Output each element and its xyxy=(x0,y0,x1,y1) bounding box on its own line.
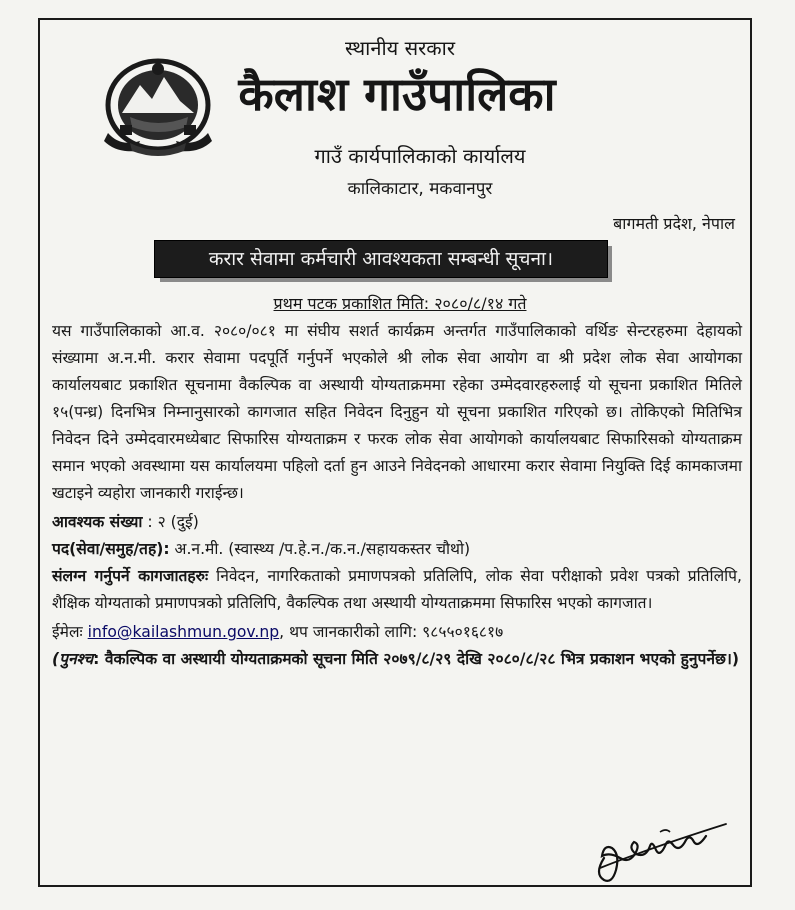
required-count-value: : २ (दुई) xyxy=(147,513,199,531)
notice-banner: करार सेवामा कर्मचारी आवश्यकता सम्बन्धी सूचना। xyxy=(154,240,608,278)
publication-date: प्रथम पटक प्रकाशित मिति: २०८०/८/१४ गते xyxy=(273,294,527,313)
nepal-emblem-icon xyxy=(100,55,216,159)
required-count-label: आवश्यक संख्या xyxy=(52,513,143,531)
province-label: बागमती प्रदेश, नेपाल xyxy=(613,214,735,233)
post-value: अ.न.मी. (स्वास्थ्य /प.हे.न./क.न./सहायकस्तर चौथो) xyxy=(169,540,471,558)
documents-label: संलग्न गर्नुपर्ने कागजातहरुः xyxy=(52,567,209,585)
postscript-label: (पुनश्च xyxy=(52,650,94,668)
documents-value: निवेदन, नागरिकताको प्रमाणपत्रको प्रतिलिपि, लोक सेवा परीक्षाको प्रवेश पत्रको प्रतिलिपि, शैक्षिक योग्यताको प्रमाणपत्रको प्रतिलिपि, वैकल्पिक तथा अस्थायी योग्यताक्रममा सिफारिस भएको कागजात। xyxy=(52,567,742,612)
email-label: ईमेलः xyxy=(52,623,88,641)
contact-line xyxy=(52,619,742,646)
office-location: कालिकाटार, मकवानपुर xyxy=(347,179,493,199)
local-government-label: स्थानीय सरकार xyxy=(345,36,455,60)
signature-icon xyxy=(590,818,730,886)
notice-body xyxy=(52,318,742,675)
office-name: गाउँ कार्यपालिकाको कार्यालय xyxy=(314,144,526,168)
post-label: पद(सेवा/समुह/तह): xyxy=(52,540,170,558)
required-count-line xyxy=(52,509,742,536)
documents-line xyxy=(52,563,742,617)
phone-text: , थप जानकारीको लागि: ९८५५०१६८१७ xyxy=(279,623,504,641)
notice-paragraph: यस गाउँपालिकाको आ.व. २०८०/०८१ मा संघीय सशर्त कार्यक्रम अन्तर्गत गाउँपालिकाको वर्थिङ सेन्टरहरुमा देहायको संख्यामा अ.न.मी. करार सेवामा पदपूर्ति गर्नुपर्ने भएकोले श्री लोक सेवा आयोग वा श्री प्रदेश लोक सेवा आयोगका कार्यालयबाट प्रकाशित सूचनामा वैकल्पिक वा अस्थायी योग्यताक्रममा रहेका उम्मेदवारहरुलाई यो सूचना प्रकाशित मितिले १५(पन्ध्र) दिनभित्र निम्नानुसारको कागजात सहित निवेदन दिनुहुन यो सूचना प्रकाशित गरिएको छ। तोकिएको मितिभित्र निवेदन दिने उम्मेदवारमध्येबाट सिफारिस योग्यताक्रम र फरक लोक सेवा आयोगको कार्यालयबाट सिफारिसको योग्यताक्रम समान भएको अवस्थामा यस कार्यालयमा पहिलो दर्ता हुन आउने निवेदनको आधारमा करार सेवामा नियुक्ति दिई कामकाजमा खटाइने व्यहोरा जानकारी गराईन्छ। xyxy=(52,322,742,502)
email-link[interactable]: info@kailashmun.gov.np xyxy=(87,623,280,641)
postscript xyxy=(52,646,742,673)
postscript-text: : वैकल्पिक वा अस्थायी योग्यताक्रमको सूचना मिति २०७९/८/२९ देखि २०८०/८/२८ भित्र प्रकाशन भएको हुनुपर्नेछ।) xyxy=(93,650,739,668)
post-line xyxy=(52,536,742,563)
municipality-title: कैलाश गाउँपालिका xyxy=(238,67,556,121)
